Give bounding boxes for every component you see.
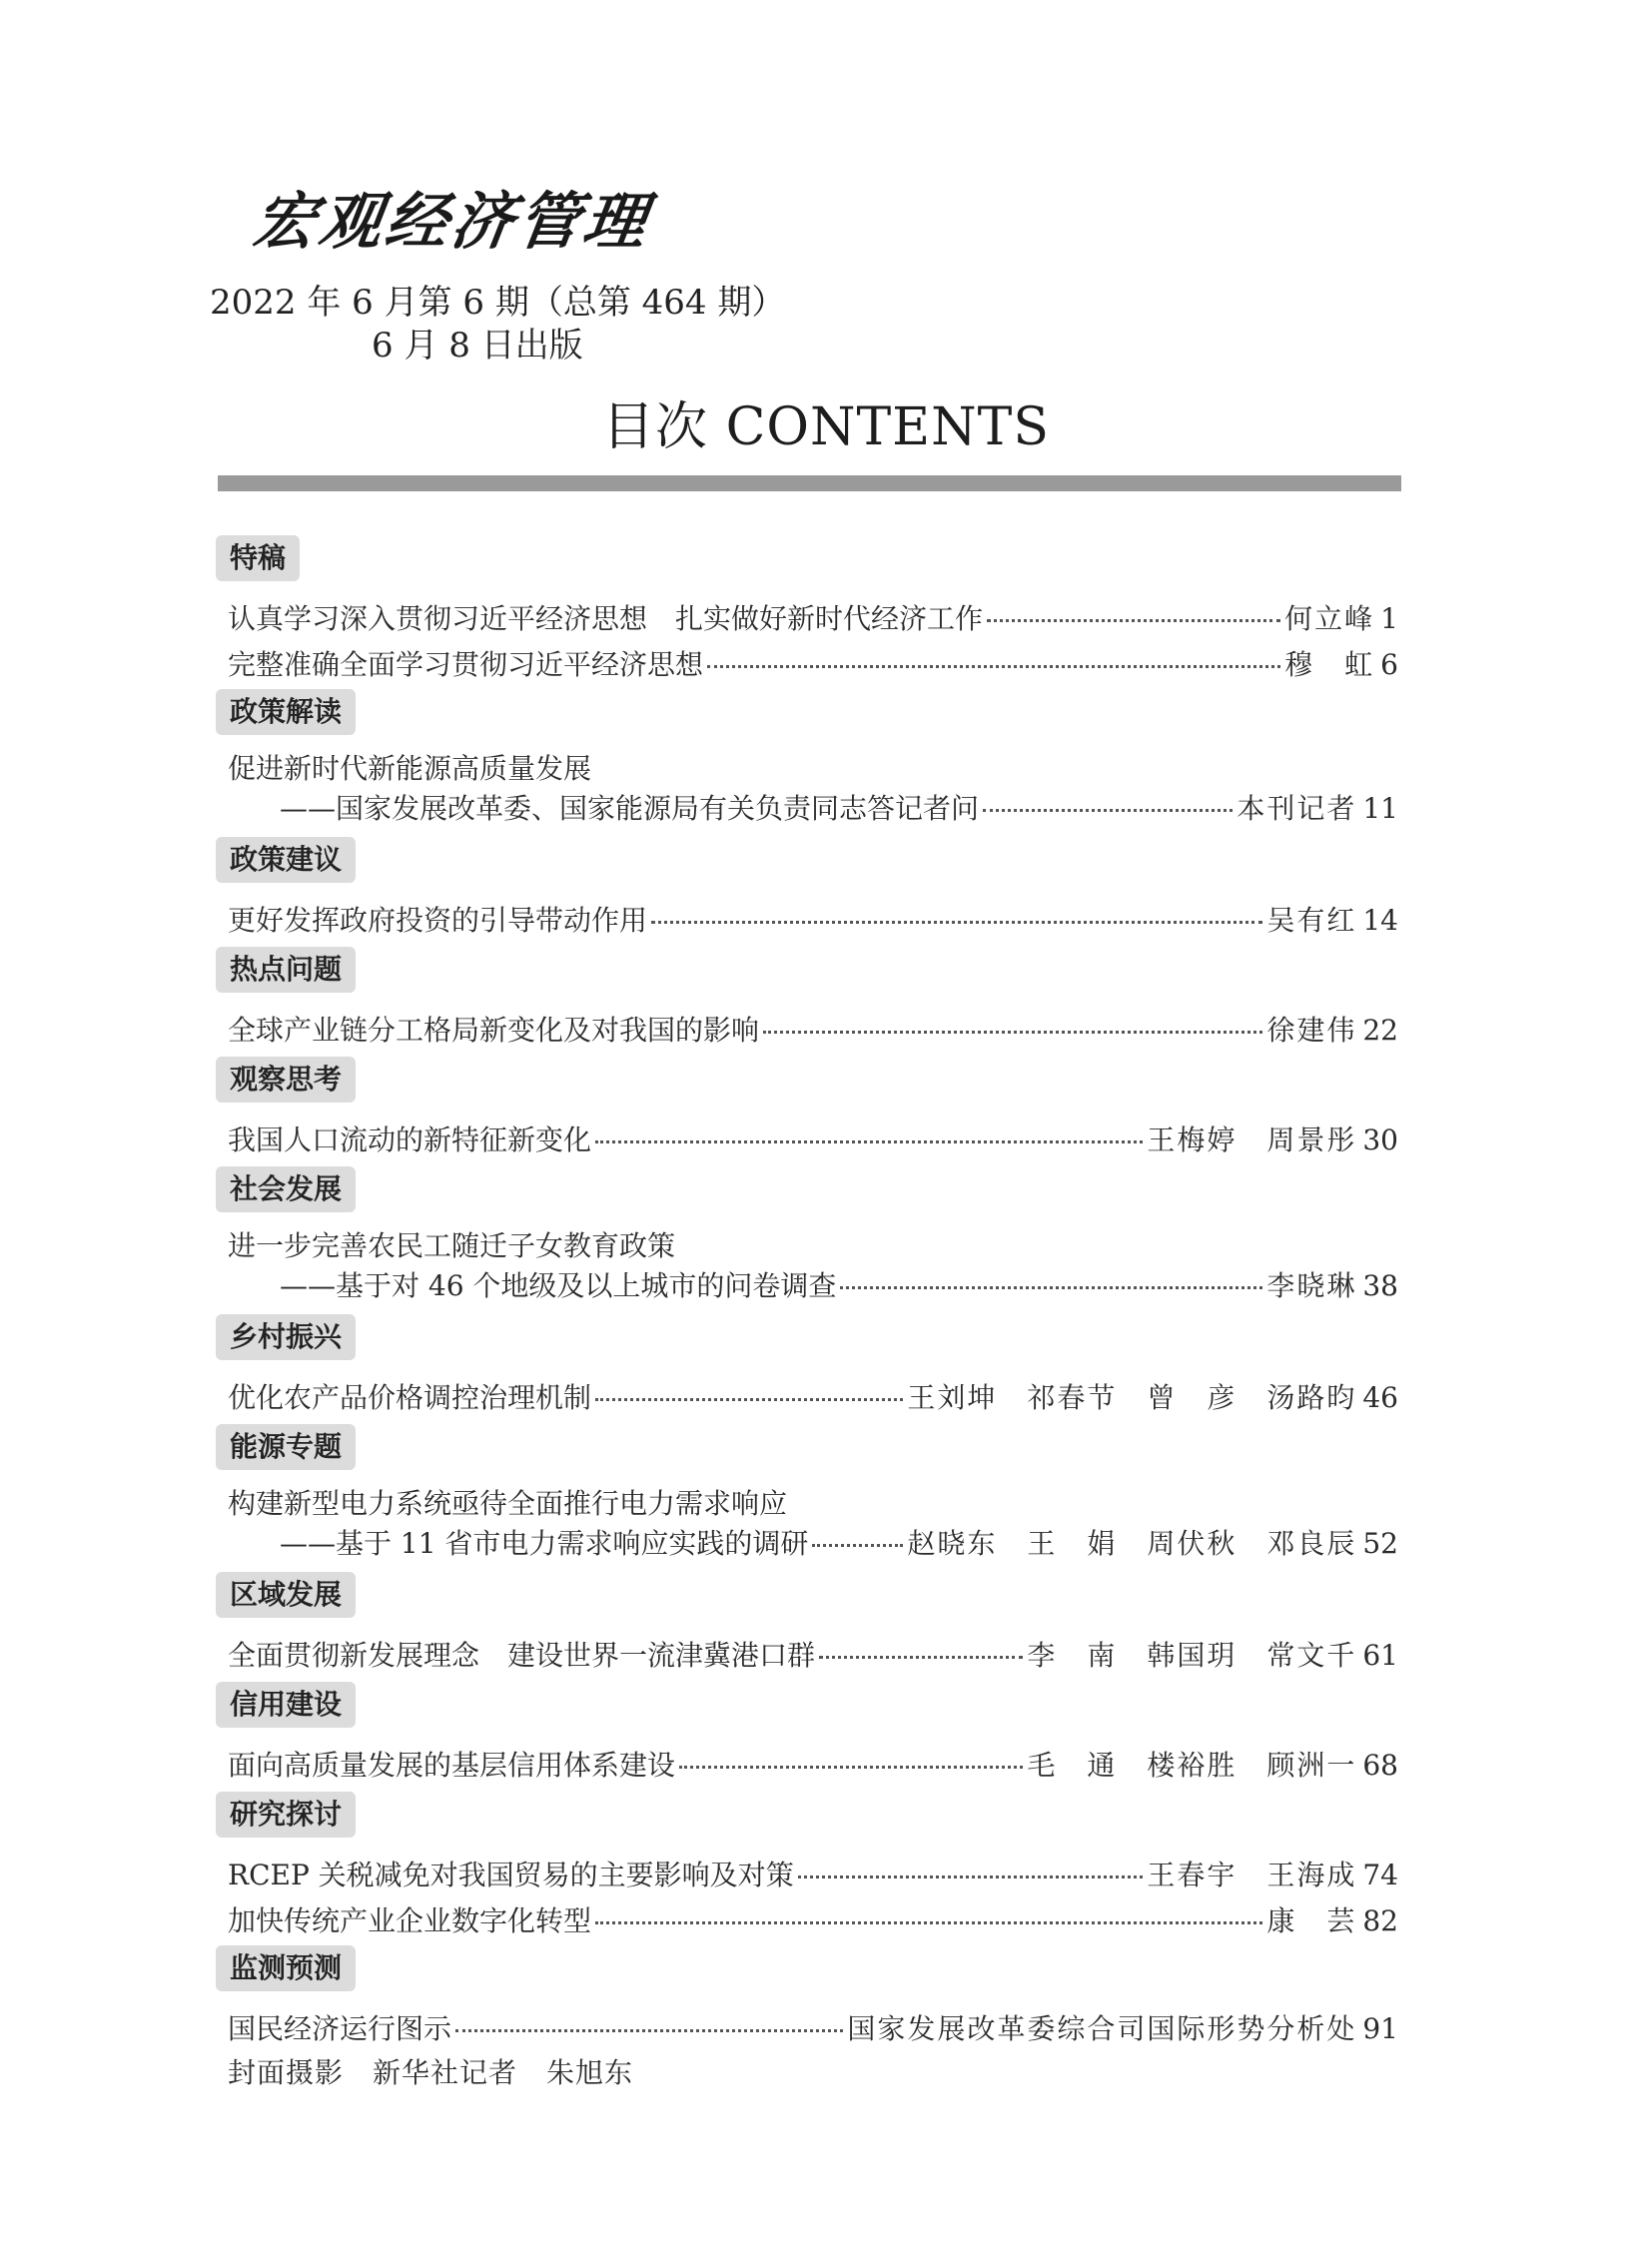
toc-entry[interactable] [228,641,1398,681]
section-label: 政策解读 [216,689,356,735]
toc-entry[interactable] [228,897,1398,937]
header-divider [218,475,1401,491]
section-label: 信用建设 [216,1682,356,1728]
entry-author: 李晓琳 [1266,1269,1357,1302]
section-label: 热点问题 [216,947,356,993]
leader-dots [707,635,1280,668]
entry-page: 1 [1380,602,1398,635]
entry-title[interactable]: 进一步完善农民工随迁子女教育政策 [228,1229,676,1262]
entry-title[interactable]: 构建新型电力系统亟待全面推行电力需求响应 [228,1487,788,1520]
entry-page: 38 [1362,1269,1398,1302]
entry-author: 毛 通 楼裕胜 顾洲一 [1027,1749,1357,1782]
toc-entry[interactable] [228,2005,1398,2045]
entry-author: 吴有红 [1266,904,1357,937]
entry-page: 6 [1380,648,1398,681]
entry-author: 王梅婷 周景彤 [1147,1123,1357,1156]
entry-title: 全球产业链分工格局新变化及对我国的影响 [228,1014,760,1047]
leader-dots [455,1999,843,2032]
contents-heading: 目次 CONTENTS [602,397,1050,457]
entry-page: 61 [1362,1639,1398,1672]
entry-page: 91 [1362,2012,1398,2045]
section-label: 能源专题 [216,1424,356,1470]
entry-author: 赵晓东 王 娟 周伏秋 邓良辰 [907,1527,1357,1560]
section-label: 特稿 [216,535,300,581]
section-label: 乡村振兴 [216,1314,356,1360]
section-label: 研究探讨 [216,1792,356,1838]
toc-entry[interactable] [228,1897,1398,1937]
entry-subtitle: ——基于对 46 个地级及以上城市的问卷调查 [280,1269,837,1302]
entry-title: 更好发挥政府投资的引导带动作用 [228,904,648,937]
section-label: 区域发展 [216,1572,356,1618]
toc-entry[interactable] [228,595,1398,635]
entry-page: 14 [1362,904,1398,937]
leader-dots [763,1001,1262,1034]
leader-dots [679,1736,1023,1769]
entry-subtitle: ——国家发展改革委、国家能源局有关负责同志答记者问 [280,792,980,825]
section-label: 监测预测 [216,1945,356,1991]
leader-dots [812,1514,903,1547]
toc-entry[interactable] [228,1007,1398,1047]
entry-author: 何立峰 [1284,602,1375,635]
entry-author: 本刊记者 [1237,792,1357,825]
section-label: 政策建议 [216,837,356,883]
toc-entry[interactable] [228,1742,1398,1782]
entry-page: 52 [1362,1527,1398,1560]
entry-subtitle: ——基于 11 省市电力需求响应实践的调研 [280,1527,809,1560]
entry-title: 国民经济运行图示 [228,2012,452,2045]
publish-date: 6 月 8 日出版 [372,326,583,366]
toc-entry[interactable] [228,1374,1398,1414]
journal-title: 宏观经济管理 [249,185,655,258]
leader-dots [798,1846,1144,1878]
entry-title: 加快传统产业企业数字化转型 [228,1904,592,1937]
entry-title: RCEP 关税减免对我国贸易的主要影响及对策 [228,1859,794,1891]
entry-page: 74 [1362,1859,1398,1891]
leader-dots [987,589,1280,622]
toc-entry[interactable] [280,1262,1398,1302]
section-label: 社会发展 [216,1166,356,1212]
entry-author: 国家发展改革委综合司国际形势分析处 [847,2012,1357,2045]
entry-title[interactable]: 促进新时代新能源高质量发展 [228,752,592,785]
entry-page: 46 [1362,1381,1398,1414]
entry-title: 全面贯彻新发展理念 建设世界一流津冀港口群 [228,1639,816,1672]
entry-page: 82 [1362,1904,1398,1937]
entry-author: 王春宇 王海成 [1147,1859,1357,1891]
entry-author: 穆 虹 [1284,648,1375,681]
entry-page: 68 [1362,1749,1398,1782]
leader-dots [651,891,1262,924]
entry-author: 康 芸 [1266,1904,1357,1937]
cover-credit: 封面摄影 新华社记者 朱旭东 [228,2056,634,2089]
entry-title: 完整准确全面学习贯彻习近平经济思想 [228,648,704,681]
entry-author: 王刘坤 祁春节 曾 彦 汤路昀 [907,1381,1357,1414]
section-label: 观察思考 [216,1057,356,1103]
leader-dots [983,779,1233,812]
entry-page: 11 [1362,792,1398,825]
leader-dots [840,1256,1262,1289]
entry-author: 李 南 韩国玥 常文千 [1027,1639,1357,1672]
entry-author: 徐建伟 [1266,1014,1357,1047]
toc-entry[interactable] [228,1852,1398,1891]
toc-entry[interactable] [280,1520,1398,1560]
entry-title: 认真学习深入贯彻习近平经济思想 扎实做好新时代经济工作 [228,602,984,635]
leader-dots [595,1368,903,1401]
entry-title: 优化农产品价格调控治理机制 [228,1381,592,1414]
leader-dots [595,1891,1262,1924]
toc-entry[interactable] [228,1117,1398,1156]
entry-title: 我国人口流动的新特征新变化 [228,1123,592,1156]
entry-title: 面向高质量发展的基层信用体系建设 [228,1749,676,1782]
toc-entry[interactable] [280,785,1398,825]
entry-page: 22 [1362,1014,1398,1047]
entry-page: 30 [1362,1123,1398,1156]
toc-entry[interactable] [228,1632,1398,1672]
leader-dots [595,1111,1143,1143]
leader-dots [819,1626,1023,1659]
issue-info: 2022 年 6 月第 6 期（总第 464 期） [210,283,786,323]
